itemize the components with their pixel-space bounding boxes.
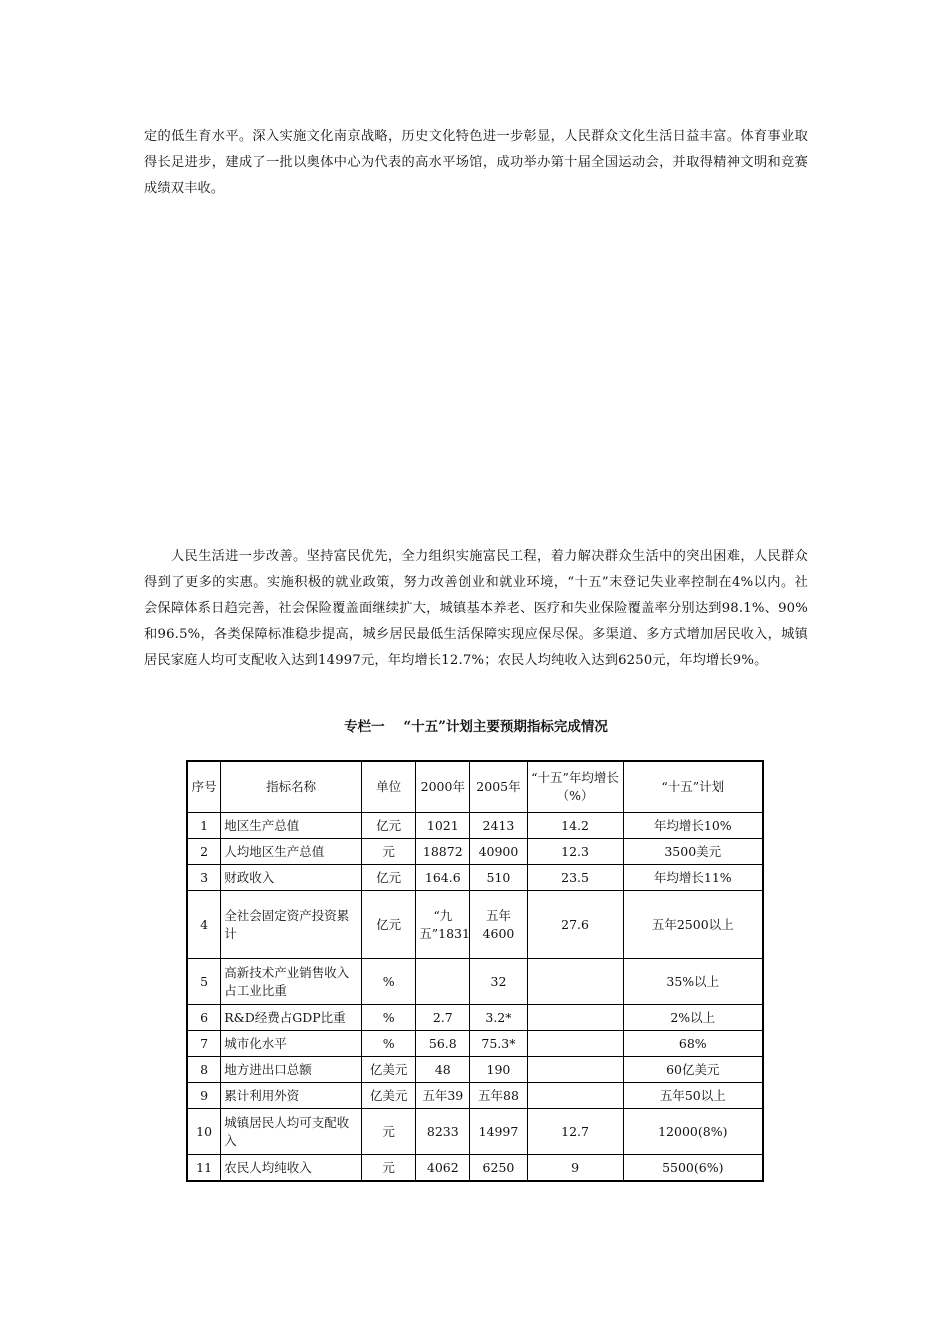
cell-seq: 7 xyxy=(187,1031,221,1057)
paragraph-living-standards: 人民生活进一步改善。坚持富民优先，全力组织实施富民工程，着力解决群众生活中的突出困难，人民群众得到了更多的实惠。实施积极的就业政策，努力改善创业和就业环境，“十五”末登记失业率控制在4%以内。社会保障体系日趋完善，社会保险覆盖面继续扩大，城镇基本养老、医疗和失业保险覆盖率分别达到98.1%、90%和96.5%，各类保障标准稳步提高，城乡居民最低生活保障实现应保尽保。多渠道、多方式增加居民收入，城镇居民家庭人均可支配收入达到14997元，年均增长12.7%；农民人均纯收入达到6250元，年均增长9%。 xyxy=(144,549,808,668)
cell-growth xyxy=(527,1005,623,1031)
cell-seq: 9 xyxy=(187,1083,221,1109)
table-title: 专栏一 “十五”计划主要预期指标完成情况 xyxy=(344,719,608,735)
paragraph-culture: 定的低生育水平。深入实施文化南京战略，历史文化特色进一步彰显，人民群众文化生活日益丰富。体育事业取得长足进步，建成了一批以奥体中心为代表的高水平场馆，成功举办第十届全国运动会，并取得精神文明和竞赛成绩双丰收。 xyxy=(144,129,808,196)
cell-2000: 56.8 xyxy=(416,1031,470,1057)
cell-2005: 五年88 xyxy=(470,1083,527,1109)
cell-unit: 亿美元 xyxy=(362,1057,416,1083)
header-seq: 序号 xyxy=(187,761,221,813)
cell-name: R&D经费占GDP比重 xyxy=(221,1005,362,1031)
cell-plan: 5500(6%) xyxy=(623,1155,763,1182)
cell-2000: 1021 xyxy=(416,813,470,839)
table-row xyxy=(187,1155,763,1182)
cell-seq: 1 xyxy=(187,813,221,839)
cell-unit: % xyxy=(362,1005,416,1031)
cell-plan: 年均增长10% xyxy=(623,813,763,839)
cell-2005: 190 xyxy=(470,1057,527,1083)
cell-2005: 6250 xyxy=(470,1155,527,1182)
cell-2000 xyxy=(416,959,470,1005)
cell-plan: 五年2500以上 xyxy=(623,891,763,959)
cell-unit: 元 xyxy=(362,839,416,865)
cell-2005: 14997 xyxy=(470,1109,527,1155)
cell-2005: 2413 xyxy=(470,813,527,839)
cell-unit: 亿美元 xyxy=(362,1083,416,1109)
cell-growth: 27.6 xyxy=(527,891,623,959)
cell-plan: 12000(8%) xyxy=(623,1109,763,1155)
cell-seq: 3 xyxy=(187,865,221,891)
cell-name: 地方进出口总额 xyxy=(221,1057,362,1083)
cell-plan: 3500美元 xyxy=(623,839,763,865)
cell-growth xyxy=(527,959,623,1005)
cell-seq: 6 xyxy=(187,1005,221,1031)
cell-seq: 10 xyxy=(187,1109,221,1155)
cell-growth xyxy=(527,1031,623,1057)
cell-name: 全社会固定资产投资累计 xyxy=(221,891,362,959)
cell-seq: 2 xyxy=(187,839,221,865)
cell-unit: % xyxy=(362,959,416,1005)
cell-growth: 23.5 xyxy=(527,865,623,891)
cell-2005: 五年4600 xyxy=(470,891,527,959)
cell-plan: 2%以上 xyxy=(623,1005,763,1031)
table-row xyxy=(187,1031,763,1057)
cell-2005: 32 xyxy=(470,959,527,1005)
table-row xyxy=(187,1083,763,1109)
table-row xyxy=(187,813,763,839)
table-row xyxy=(187,839,763,865)
table-header-row xyxy=(187,761,763,813)
cell-plan: 35%以上 xyxy=(623,959,763,1005)
cell-unit: % xyxy=(362,1031,416,1057)
header-unit: 单位 xyxy=(362,761,416,813)
indicator-table xyxy=(186,760,764,1182)
cell-name: 高新技术产业销售收入占工业比重 xyxy=(221,959,362,1005)
table-row xyxy=(187,865,763,891)
header-2000: 2000年 xyxy=(416,761,470,813)
cell-seq: 11 xyxy=(187,1155,221,1182)
cell-growth: 12.3 xyxy=(527,839,623,865)
table-row xyxy=(187,891,763,959)
cell-plan: 五年50以上 xyxy=(623,1083,763,1109)
cell-unit: 元 xyxy=(362,1155,416,1182)
cell-name: 人均地区生产总值 xyxy=(221,839,362,865)
header-2005: 2005年 xyxy=(470,761,527,813)
cell-plan: 68% xyxy=(623,1031,763,1057)
cell-seq: 8 xyxy=(187,1057,221,1083)
header-name: 指标名称 xyxy=(221,761,362,813)
cell-2000: 164.6 xyxy=(416,865,470,891)
cell-2000: 2.7 xyxy=(416,1005,470,1031)
cell-2000: “九五”1831 xyxy=(416,891,470,959)
cell-plan: 年均增长11% xyxy=(623,865,763,891)
cell-2005: 40900 xyxy=(470,839,527,865)
header-growth: “十五”年均增长（%） xyxy=(527,761,623,813)
table-row xyxy=(187,1057,763,1083)
cell-seq: 4 xyxy=(187,891,221,959)
table-row xyxy=(187,1109,763,1155)
cell-2000: 五年39 xyxy=(416,1083,470,1109)
cell-2005: 75.3* xyxy=(470,1031,527,1057)
cell-unit: 元 xyxy=(362,1109,416,1155)
cell-growth: 9 xyxy=(527,1155,623,1182)
cell-plan: 60亿美元 xyxy=(623,1057,763,1083)
cell-2005: 3.2* xyxy=(470,1005,527,1031)
cell-unit: 亿元 xyxy=(362,865,416,891)
cell-name: 农民人均纯收入 xyxy=(221,1155,362,1182)
table-row xyxy=(187,959,763,1005)
cell-2000: 4062 xyxy=(416,1155,470,1182)
cell-name: 城镇居民人均可支配收入 xyxy=(221,1109,362,1155)
cell-seq: 5 xyxy=(187,959,221,1005)
cell-growth xyxy=(527,1057,623,1083)
cell-name: 累计利用外资 xyxy=(221,1083,362,1109)
cell-name: 财政收入 xyxy=(221,865,362,891)
cell-name: 城市化水平 xyxy=(221,1031,362,1057)
cell-unit: 亿元 xyxy=(362,891,416,959)
cell-2005: 510 xyxy=(470,865,527,891)
cell-growth: 14.2 xyxy=(527,813,623,839)
cell-unit: 亿元 xyxy=(362,813,416,839)
cell-name: 地区生产总值 xyxy=(221,813,362,839)
cell-growth xyxy=(527,1083,623,1109)
cell-growth: 12.7 xyxy=(527,1109,623,1155)
cell-2000: 8233 xyxy=(416,1109,470,1155)
cell-2000: 18872 xyxy=(416,839,470,865)
header-plan: “十五”计划 xyxy=(623,761,763,813)
cell-2000: 48 xyxy=(416,1057,470,1083)
table-row xyxy=(187,1005,763,1031)
